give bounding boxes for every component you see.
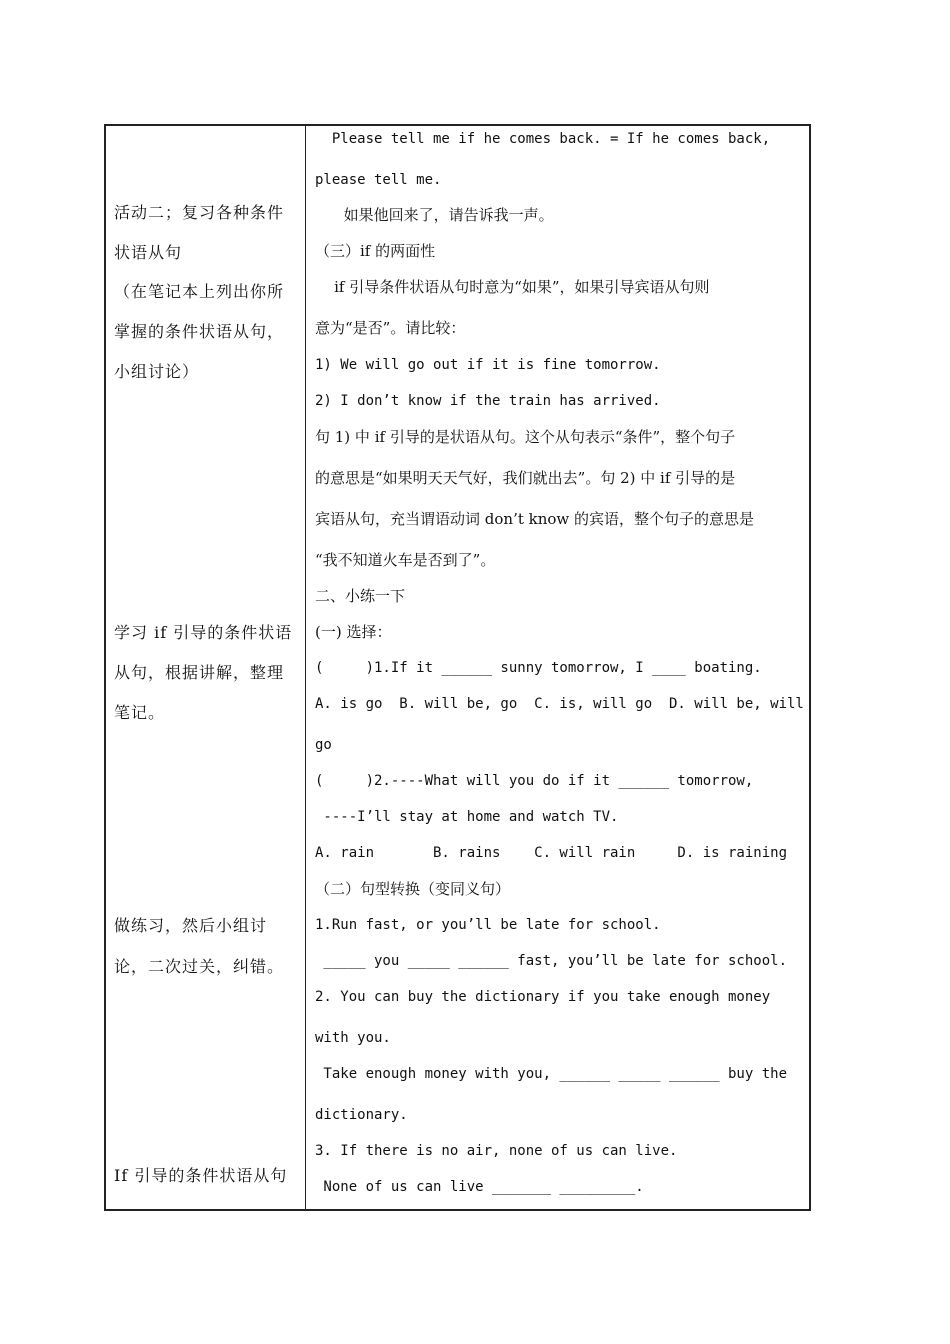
exercise-answer-line: None of us can live _______ _________. [315,1179,644,1195]
content-line: “我不知道火车是否到了”。 [315,551,496,569]
section-heading: （二）句型转换（变同义句） [315,880,511,898]
practice-line: 做练习，然后小组讨 [114,916,268,935]
exercise-question: with you. [315,1030,391,1046]
exercise-question: 1.Run fast, or you’ll be late for school. [315,917,661,933]
practice-line: 论，二次过关，纠错。 [114,957,285,976]
content-line: 的意思是“如果明天天气好，我们就出去”。句 2) 中 if 引导的是 [315,469,736,487]
exercise-question: ( )2.----What will you do if it ______ tomorrow, [315,773,754,789]
content-line: （三）if 的两面性 [315,242,436,260]
activity-two-line: 小组讨论） [114,362,200,381]
exercise-question: ( )1.If it ______ sunny tomorrow, I ____ boating. [315,660,762,676]
exercise-answer-line: Take enough money with you, ______ _____ ______ buy the [315,1066,788,1082]
exercise-options: A. rain B. rains C. will rain D. is raining [315,845,788,861]
study-notes-line: 从句，根据讲解，整理 [114,663,285,682]
content-line: if 引导条件状语从句时意为“如果”，如果引导宾语从句则 [315,278,710,296]
activity-two-line: （在笔记本上列出你所 [114,282,285,301]
activity-two-line: 状语从句 [114,243,183,262]
content-line: Please tell me if he comes back. = If he comes back, [315,131,771,147]
activity-two-line: 掌握的条件状语从句， [114,322,285,341]
summary-line: If 引导的条件状语从句 [114,1166,288,1185]
content-line: please tell me. [315,172,442,188]
exercise-question: 3. If there is no air, none of us can live. [315,1143,678,1159]
section-heading: (一) 选择： [315,623,392,641]
content-line: 句 1) 中 if 引导的是状语从句。这个从句表示“条件”，整个句子 [315,428,736,446]
exercise-question: 2. You can buy the dictionary if you take enough money [315,989,771,1005]
content-line: 1) We will go out if it is fine tomorrow. [315,357,661,373]
content-line: 意为“是否”。请比较： [315,319,466,337]
activity-two-line: 活动二；复习各种条件 [114,203,285,222]
study-notes-line: 学习 if 引导的条件状语 [114,623,293,642]
column-divider [305,124,306,1211]
exercise-question: ----I’ll stay at home and watch TV. [315,809,619,825]
exercise-options: A. is go B. will be, go C. is, will go D. will be, will [315,696,804,712]
exercise-answer-line: _____ you _____ ______ fast, you’ll be late for school. [315,953,788,969]
content-line: 如果他回来了，请告诉我一声。 [315,206,554,224]
study-notes-line: 笔记。 [114,703,166,722]
content-line: 2) I don’t know if the train has arrived. [315,393,661,409]
exercise-options: go [315,737,332,753]
content-line: 宾语从句，充当谓语动词 don’t know 的宾语，整个句子的意思是 [315,510,755,528]
exercise-answer-line: dictionary. [315,1107,408,1123]
section-heading: 二、小练一下 [315,587,406,605]
